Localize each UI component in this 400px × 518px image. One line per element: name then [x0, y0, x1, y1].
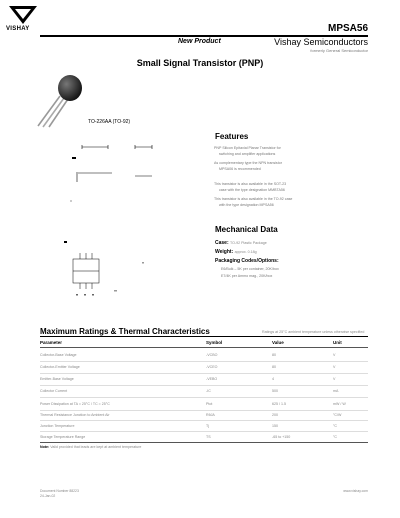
- packaging-label: Packaging Codes/Options:: [215, 258, 279, 264]
- logo-text: VISHAY: [6, 26, 30, 32]
- packaging-option: E7/4K per Ammo mag., 20K/box: [221, 274, 273, 278]
- row-divider: [40, 397, 368, 398]
- cell-symbol: Tj: [206, 424, 209, 428]
- vishay-logo-icon: [8, 4, 38, 26]
- cell-symbol: Ptot: [206, 402, 213, 406]
- row-divider: [40, 410, 368, 411]
- note: [40, 445, 141, 449]
- cell-parameter: Thermal Resistance Junction to Ambient Air: [40, 413, 110, 417]
- feature-item: PNP Silicon Epitaxial Planar Transistor for: [214, 146, 281, 150]
- feature-item: As complementary type the NPN transistor: [214, 161, 282, 165]
- ratings-note: Ratings at 25°C ambient temperature unless otherwise specified: [262, 330, 365, 334]
- cell-parameter: Collector-Emitter Voltage: [40, 365, 80, 369]
- row-divider: [40, 361, 368, 362]
- cell-symbol: -VCEO: [206, 365, 218, 369]
- row-divider: [40, 431, 368, 432]
- feature-item: MPSA06 is recommended: [219, 167, 261, 171]
- feature-item: This transistor is also available in the SOT-23: [214, 182, 287, 186]
- document-date: 24-Jan-02: [40, 494, 56, 498]
- features-heading: Features: [215, 132, 249, 141]
- cell-value: 4: [272, 377, 274, 381]
- package-label: TO-226AA (TO-92): [88, 119, 131, 125]
- cell-symbol: -VEBO: [206, 377, 218, 381]
- table-bottom-rule: [40, 442, 368, 443]
- case-value: TO-92 Plastic Package: [230, 241, 267, 245]
- cell-value: 500: [272, 389, 278, 393]
- packaging-option: E6/Bulk – 5K per container, 20K/box: [221, 267, 279, 271]
- cell-parameter: Storage Temperature Range: [40, 435, 86, 439]
- row-divider: [40, 373, 368, 374]
- feature-item: This transistor is also available in the TO-92 case: [214, 197, 293, 201]
- cell-value: 200: [272, 413, 278, 417]
- weight-value: approx. 0.18g: [234, 250, 257, 254]
- new-product-label: New Product: [178, 38, 221, 45]
- column-header-symbol: Symbol: [206, 340, 223, 345]
- column-header-value: Value: [272, 340, 284, 345]
- part-number: MPSA56: [327, 23, 368, 34]
- cell-parameter: Emitter-Base Voltage: [40, 377, 74, 381]
- cell-unit: °C/W: [333, 413, 342, 417]
- cell-unit: °C: [333, 424, 338, 428]
- package-outline-drawing: [60, 136, 160, 206]
- feature-item: with the type designation MPSA56: [219, 203, 274, 207]
- footer-left: [40, 489, 79, 499]
- row-divider: [40, 385, 368, 386]
- cell-unit: °C: [333, 435, 338, 439]
- cell-value: 625 / 1.5: [272, 402, 286, 406]
- pinout-diagram: [58, 238, 168, 304]
- cell-unit: mW / W: [333, 402, 346, 406]
- cell-symbol: -VCBO: [206, 353, 218, 357]
- cell-parameter: Collector Current: [40, 389, 68, 393]
- row-divider: [40, 420, 368, 421]
- cell-symbol: TS: [206, 435, 211, 439]
- note-text: Valid provided that leads are kept at ambient temperature: [50, 445, 142, 449]
- packaging-line: [215, 258, 279, 264]
- footer-url: www.vishay.com: [343, 489, 368, 493]
- cell-symbol: -IC: [206, 389, 211, 393]
- case-label: Case:: [215, 240, 229, 246]
- weight-label: Weight:: [215, 249, 234, 255]
- cell-unit: V: [333, 353, 336, 357]
- cell-symbol: RθJA: [206, 413, 215, 417]
- cell-parameter: Junction Temperature: [40, 424, 75, 428]
- column-header-unit: Unit: [333, 340, 342, 345]
- cell-unit: mA: [333, 389, 339, 393]
- column-header-parameter: Parameter: [40, 340, 63, 345]
- cell-parameter: Collector-Base Voltage: [40, 353, 77, 357]
- cell-value: 150: [272, 424, 278, 428]
- cell-parameter: Power Dissipation at TA = 25°C / TC = 25°C: [40, 402, 110, 406]
- mechanical-data-heading: Mechanical Data: [215, 225, 278, 234]
- table-header-rule: [40, 347, 368, 348]
- former-line: formerly General Semiconductor: [310, 48, 368, 53]
- feature-item: switching and amplifier applications: [219, 152, 276, 156]
- cell-unit: V: [333, 377, 336, 381]
- cell-unit: V: [333, 365, 336, 369]
- ratings-rule: [40, 336, 368, 337]
- document-number: Document Number 88223: [40, 489, 79, 493]
- case-line: [215, 240, 267, 246]
- feature-item: case with the type designation MMBTA56: [219, 188, 285, 192]
- cell-value: 80: [272, 353, 276, 357]
- cell-value: 80: [272, 365, 276, 369]
- brand-line: Vishay Semiconductors: [274, 37, 368, 47]
- transistor-image: [30, 66, 90, 128]
- weight-line: [215, 249, 257, 255]
- cell-value: -65 to +150: [272, 435, 291, 439]
- page-title: Small Signal Transistor (PNP): [136, 58, 264, 68]
- ratings-title: Maximum Ratings & Thermal Characteristics: [40, 327, 210, 336]
- note-label: Note:: [40, 445, 50, 449]
